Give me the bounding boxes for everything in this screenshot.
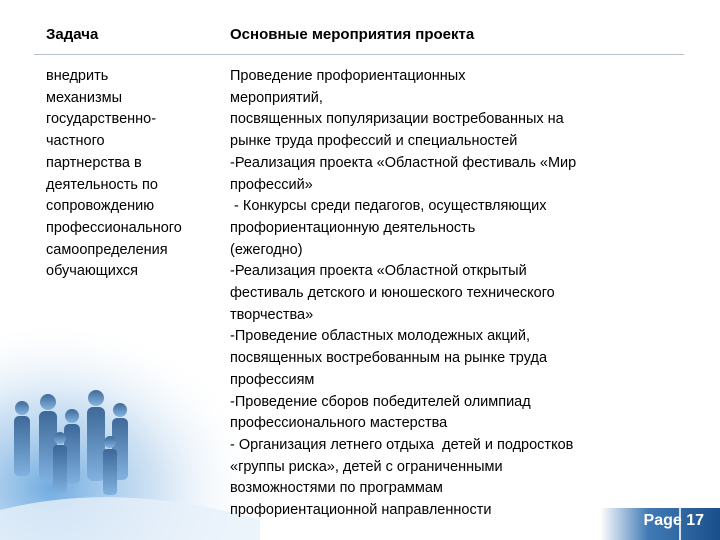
activity-line: - Организация летнего отдыха детей и подростков <box>230 436 574 453</box>
task-line: деятельность по <box>46 176 158 193</box>
activity-line: «группы риска», детей с ограниченными <box>230 458 503 475</box>
activity-line: мероприятий, <box>230 89 323 106</box>
task-cell <box>46 66 226 283</box>
activity-line: профессий» <box>230 176 313 193</box>
activity-line: профессиям <box>230 371 315 388</box>
activity-line: посвященных популяризации востребованных на <box>230 111 564 128</box>
header-activities: Основные мероприятия проекта <box>230 26 475 43</box>
activity-line: возможностями по программам <box>230 480 443 497</box>
page-number: Page 17 <box>643 512 704 529</box>
task-line: внедрить <box>46 68 109 84</box>
header-divider <box>34 54 684 55</box>
task-line: государственно- <box>46 111 157 128</box>
activities-cell <box>230 66 690 522</box>
activity-line: Проведение профориентационных <box>230 68 466 84</box>
task-line: частного <box>46 133 105 150</box>
task-line: обучающихся <box>46 263 139 280</box>
activity-line: фестиваль детского и юношеского технического <box>230 285 555 302</box>
activity-line: профориентационную деятельность <box>230 219 476 236</box>
header-task: Задача <box>46 26 99 43</box>
activity-line: рынке труда профессий и специальностей <box>230 133 518 150</box>
task-line: сопровождению <box>46 198 155 215</box>
activity-line: -Проведение областных молодежных акций, <box>230 328 531 345</box>
activity-line: профессионального мастерства <box>230 415 448 432</box>
activity-line: -Проведение сборов победителей олимпиад <box>230 393 531 410</box>
business-people-silhouettes-icon <box>0 330 260 540</box>
task-line: профессионального <box>46 219 182 236</box>
activity-line: -Реализация проекта «Областной фестиваль «Мир <box>230 154 577 171</box>
task-line: механизмы <box>46 89 123 106</box>
task-line: самоопределения <box>46 241 168 258</box>
activity-line: -Реализация проекта «Областной открытый <box>230 263 527 280</box>
activity-line: профориентационной направленности <box>230 502 492 519</box>
activity-line: посвященных востребованным на рынке труда <box>230 350 548 367</box>
activity-line: творчества» <box>230 306 314 323</box>
activity-line: - Конкурсы среди педагогов, осуществляющих <box>230 198 547 215</box>
activity-line: (ежегодно) <box>230 241 303 258</box>
task-line: партнерства в <box>46 154 142 171</box>
